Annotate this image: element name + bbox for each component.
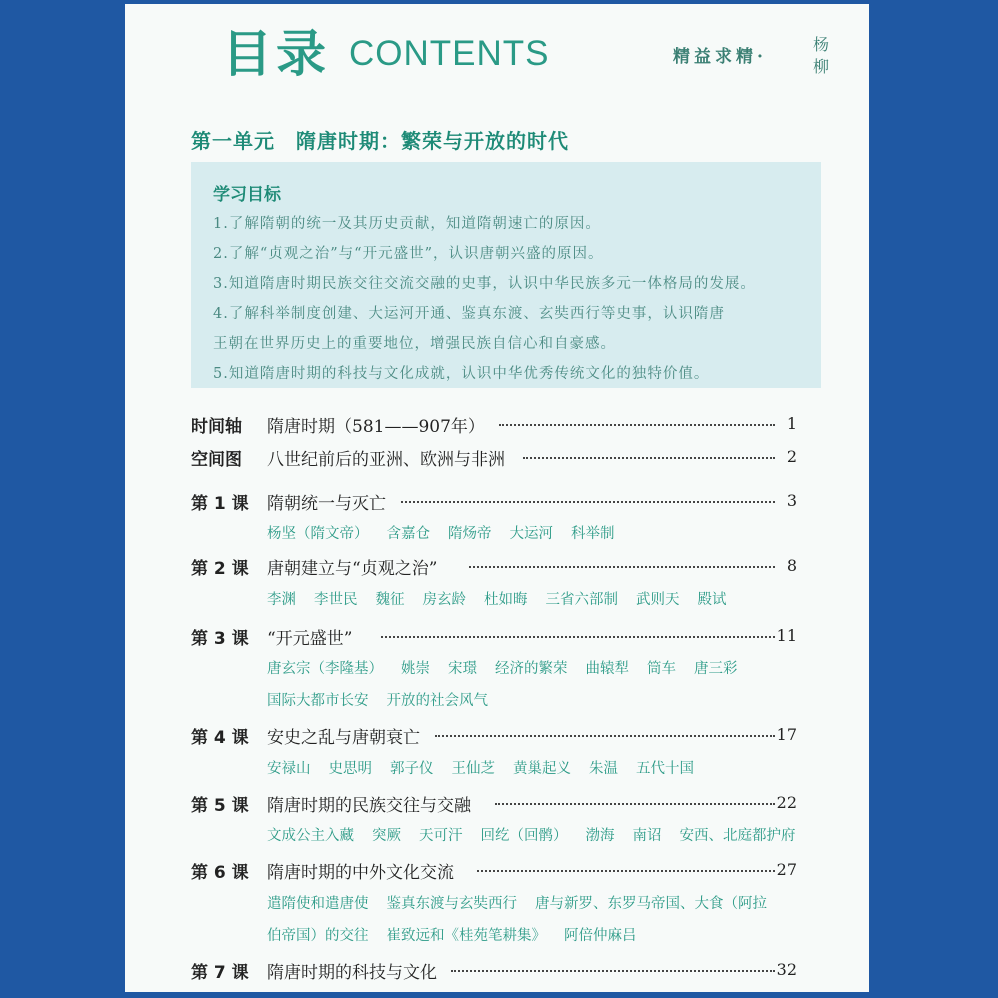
- keyword: 曲辕犁: [585, 661, 629, 677]
- toc-title: 安史之乱与唐朝衰亡: [267, 728, 420, 748]
- publisher-mark: 杨柳: [812, 35, 829, 76]
- keyword-line: [267, 757, 827, 778]
- keyword: 杨坚（隋文帝）: [267, 526, 369, 542]
- toc-title: 八世纪前后的亚洲、欧洲与非洲: [267, 450, 505, 470]
- keyword-line: [267, 689, 827, 710]
- toc-title: “开元盛世”: [267, 629, 353, 649]
- page-header: [125, 4, 869, 84]
- toc-page-number: 1: [786, 414, 797, 433]
- toc-label: 第 4 课: [191, 728, 249, 748]
- keyword: 阿倍仲麻吕: [564, 928, 637, 944]
- toc-page-number: 17: [776, 725, 797, 744]
- toc-leader-dots: [381, 636, 775, 638]
- goal-item: 3.知道隋唐时期民族交往交流交融的史事，认识中华民族多元一体格局的发展。: [213, 276, 756, 292]
- keyword: 朱温: [589, 761, 618, 777]
- keyword: 五代十国: [636, 761, 694, 777]
- toc-leader-dots: [401, 501, 775, 503]
- tagline: 精益求精·: [673, 47, 767, 67]
- goal-item: 2.了解“贞观之治”与“开元盛世”，认识唐朝兴盛的原因。: [213, 246, 604, 262]
- keyword: 王仙芝: [451, 761, 495, 777]
- keyword-line: [267, 824, 827, 845]
- keyword: 唐三彩: [694, 661, 738, 677]
- keyword: 遣隋使和遣唐使: [267, 896, 369, 912]
- keyword: 南诏: [632, 828, 662, 844]
- goal-item: 5.知道隋唐时期的科技与文化成就，认识中华优秀传统文化的独特价值。: [213, 366, 710, 382]
- toc-entry-lesson-7[interactable]: [125, 958, 869, 984]
- toc-title: 唐朝建立与“贞观之治”: [267, 559, 438, 579]
- toc-label: 第 3 课: [191, 629, 249, 649]
- toc-page-number: 27: [776, 860, 797, 879]
- keyword: 国际大都市长安: [267, 693, 369, 709]
- keyword: 渤海: [585, 828, 615, 844]
- toc-label: 第 5 课: [191, 796, 249, 816]
- toc-leader-dots: [469, 566, 775, 568]
- toc-leader-dots: [523, 457, 775, 459]
- toc-entry-lesson-5[interactable]: [125, 791, 869, 817]
- keyword: 大运河: [509, 526, 553, 542]
- toc-label: 时间轴: [191, 417, 242, 437]
- toc-label: 第 6 课: [191, 863, 249, 883]
- toc-entry-map[interactable]: [125, 445, 869, 471]
- keyword-line: [267, 892, 827, 913]
- keyword: 鉴真东渡与玄奘西行: [386, 896, 517, 912]
- keyword: 安西、北庭都护府: [679, 828, 796, 844]
- keyword: 科举制: [571, 526, 615, 542]
- toc-entry-timeline[interactable]: [125, 412, 869, 438]
- keyword: 经济的繁荣: [495, 661, 568, 677]
- keyword: 宋璟: [448, 661, 477, 677]
- keyword: 开放的社会风气: [386, 693, 488, 709]
- toc-leader-dots: [477, 870, 775, 872]
- keyword: 含嘉仓: [386, 526, 430, 542]
- toc-label: 第 1 课: [191, 494, 249, 514]
- keyword: 姚崇: [401, 661, 430, 677]
- toc-leader-dots: [451, 970, 775, 972]
- keyword: 隋炀帝: [448, 526, 492, 542]
- keyword-line: [267, 924, 827, 945]
- keyword: 史思明: [328, 761, 372, 777]
- keyword: 房玄龄: [422, 592, 466, 608]
- learning-goals-title: 学习目标: [213, 185, 281, 205]
- toc-label: 第 7 课: [191, 963, 249, 983]
- keyword: 回纥（回鹘）: [480, 828, 568, 844]
- keyword: 唐玄宗（李隆基）: [267, 661, 383, 677]
- toc-label: 空间图: [191, 450, 242, 470]
- page-title-english: CONTENTS: [349, 34, 550, 73]
- unit-title: 第一单元 隋唐时期：繁荣与开放的时代: [191, 129, 569, 153]
- keyword: 伯帝国）的交往: [267, 928, 369, 944]
- toc-entry-lesson-1[interactable]: [125, 489, 869, 515]
- keyword-line: [267, 657, 827, 678]
- toc-entry-lesson-4[interactable]: [125, 723, 869, 749]
- keyword: 郭子仪: [390, 761, 434, 777]
- toc-title: 隋唐时期（581——907年）: [267, 417, 485, 437]
- toc-title: 隋朝统一与灭亡: [267, 494, 386, 514]
- toc-entry-lesson-6[interactable]: [125, 858, 869, 884]
- keyword: 李渊: [267, 592, 296, 608]
- toc-page-number: 2: [786, 447, 797, 466]
- keyword: 魏征: [375, 592, 405, 608]
- toc-leader-dots: [435, 735, 775, 737]
- keyword: 崔致远和《桂苑笔耕集》: [386, 928, 546, 944]
- keyword: 唐与新罗、东罗马帝国、大食（阿拉: [535, 896, 767, 912]
- book-page: [125, 4, 869, 992]
- learning-goals-box: [191, 162, 821, 388]
- toc-leader-dots: [499, 424, 775, 426]
- keyword: 殿试: [697, 592, 727, 608]
- toc-page-number: 32: [776, 960, 797, 979]
- keyword: 武则天: [636, 592, 680, 608]
- keyword: 安禄山: [267, 761, 311, 777]
- toc-page-number: 11: [776, 626, 797, 645]
- toc-entry-lesson-2[interactable]: [125, 554, 869, 580]
- keyword-line: [267, 588, 827, 609]
- keyword: 三省六部制: [545, 592, 618, 608]
- toc-page-number: 22: [776, 793, 797, 812]
- keyword: 李世民: [314, 592, 358, 608]
- keyword: 文成公主入藏: [267, 828, 354, 844]
- goal-item: 1.了解隋朝的统一及其历史贡献，知道隋朝速亡的原因。: [213, 216, 601, 232]
- keyword: 筒车: [647, 661, 676, 677]
- keyword-line: [267, 522, 827, 543]
- toc-title: 隋唐时期的民族交往与交融: [267, 796, 471, 816]
- keyword: 突厥: [372, 828, 401, 844]
- toc-page-number: 8: [786, 556, 797, 575]
- keyword: 黄巢起义: [513, 761, 571, 777]
- toc-title: 隋唐时期的科技与文化: [267, 963, 437, 983]
- toc-label: 第 2 课: [191, 559, 249, 579]
- keyword: 天可汗: [419, 828, 463, 844]
- toc-entry-lesson-3[interactable]: [125, 624, 869, 650]
- page-title: 目录: [222, 25, 330, 83]
- toc-title: 隋唐时期的中外文化交流: [267, 863, 454, 883]
- keyword: 杜如晦: [484, 592, 528, 608]
- toc-leader-dots: [495, 803, 775, 805]
- toc-page-number: 3: [786, 491, 797, 510]
- goal-item: 4.了解科举制度创建、大运河开通、鉴真东渡、玄奘西行等史事，认识隋唐: [213, 306, 725, 322]
- goal-item: 王朝在世界历史上的重要地位，增强民族自信心和自豪感。: [213, 336, 616, 352]
